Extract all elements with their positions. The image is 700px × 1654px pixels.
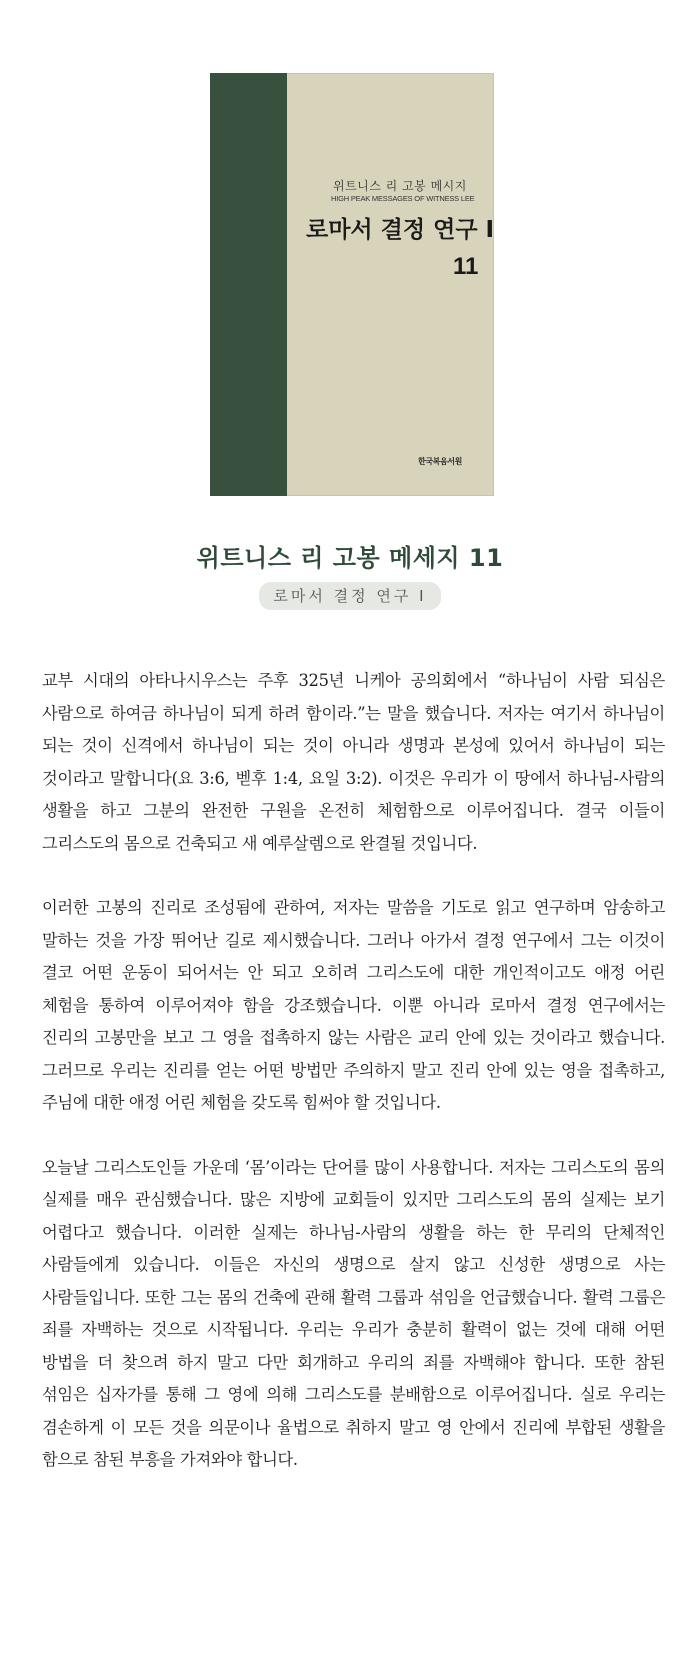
- cover-series-korean: 위트니스 리 고봉 메시지: [333, 179, 467, 193]
- subtitle-container: [0, 582, 700, 610]
- description-paragraph-2: 이러한 고봉의 진리로 조성됨에 관하여, 저자는 말씀을 기도로 읽고 연구하며 암송하고 말하는 것을 가장 뛰어난 길로 제시했습니다. 그러나 아가서 결정 연구에서 그는 이것이 결코 어떤 운동이 되어서는 안 되고 오히려 그리스도에 대한 개인적이고도 애정 어린 체험을 통하여 이루어져야 함을 강조했습니다. 이뿐 아니라 로마서 결정 연구에서는 진리의 고봉만을 보고 그 영을 접촉하지 않는 사람은 교리 안에 있는 것이라고 했습니다. 그러므로 우리는 진리를 얻는 어떤 방법만 주의하지 말고 진리 안에 있는 영을 접촉하고, 주님에 대한 애정 어린 체험을 갖도록 힘써야 할 것입니다.: [42, 898, 665, 1112]
- cover-title: 로마서 결정 연구 I: [306, 217, 494, 243]
- description-body: [42, 665, 665, 1509]
- description-paragraph-3: 오늘날 그리스도인들 가운데 ‘몸’이라는 단어를 많이 사용합니다. 저자는 그리스도의 몸의 실제를 매우 관심했습니다. 많은 지방에 교회들이 있지만 그리스도의 몸의 실제는 보기 어렵다고 했습니다. 이러한 실제는 하나님-사람의 생활을 하는 한 무리의 단체적인 사람들에게 있습니다. 이들은 자신의 생명으로 살지 않고 신성한 생명으로 사는 사람들입니다. 또한 그는 몸의 건축에 관해 활력 그룹과 섞임을 언급했습니다. 활력 그룹은 죄를 자백하는 것으로 시작됩니다. 우리는 우리가 충분히 활력이 없는 것에 대해 어떤 방법을 더 찾으려 하지 말고 다만 회개하고 우리의 죄를 자백해야 합니다. 또한 참된 섞임은 십자가를 통해 그 영에 의해 그리스도를 분배함으로 이루어집니다. 실로 우리는 겸손하게 이 모든 것을 의문이나 율법으로 취하지 말고 영 안에서 진리에 부합된 생활을 함으로 참된 부흥을 가져와야 합니다.: [42, 1157, 665, 1469]
- book-cover: [210, 73, 494, 496]
- cover-series-english: HIGH PEAK MESSAGES OF WITNESS LEE: [331, 194, 475, 203]
- subtitle-badge: 로마서 결정 연구 I: [259, 582, 440, 610]
- page-title: 위트니스 리 고봉 메세지 11: [196, 544, 504, 572]
- cover-volume-number: 11: [453, 253, 479, 280]
- description-paragraph-1: 교부 시대의 아타나시우스는 주후 325년 니케아 공의회에서 “하나님이 사람 되심은 사람으로 하여금 하나님이 되게 하려 함이라.”는 말을 했습니다. 저자는 여기서 하나님이 되는 것이 신격에서 하나님이 되는 것이 아니라 생명과 본성에 있어서 하나님이 되는 것이라고 말합니다(요 3:6, 벧후 1:4, 요일 3:2). 이것은 우리가 이 땅에서 하나님-사람의 생활을 하고 그분의 완전한 구원을 온전히 체험함으로 이루어집니다. 결국 이들이 그리스도의 몸으로 건축되고 새 예루살렘으로 완결될 것입니다.: [42, 671, 665, 853]
- cover-publisher: 한국복음서원: [418, 457, 462, 466]
- cover-spine: [210, 73, 287, 496]
